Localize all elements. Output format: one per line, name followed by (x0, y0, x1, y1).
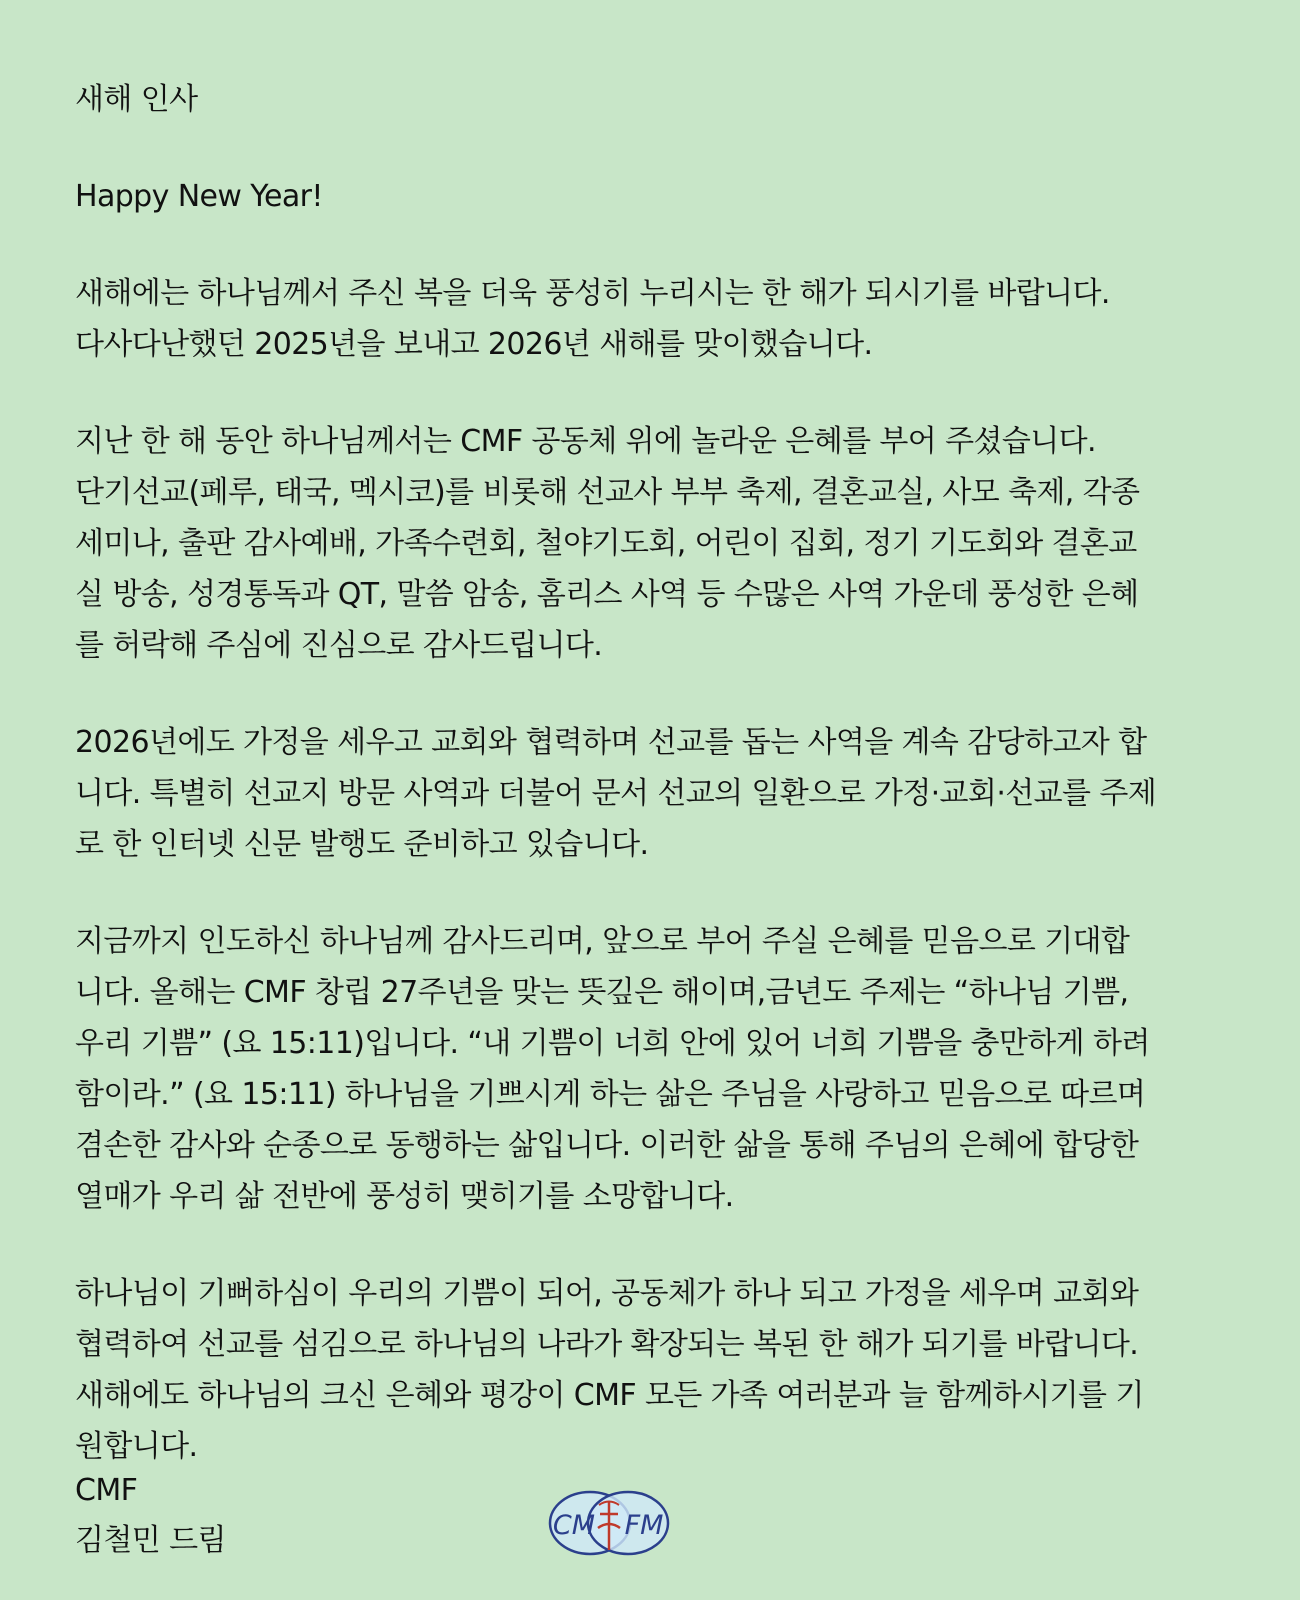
paragraph-line: 하나님이 기뻐하심이 우리의 기쁨이 되어, 공동체가 하나 되고 가정을 세우며 교회와 (75, 1276, 1139, 1311)
paragraph-line: 로 한 인터넷 신문 발행도 준비하고 있습니다. (75, 827, 649, 862)
paragraph-3 (75, 717, 1215, 870)
paragraph-2 (75, 416, 1215, 671)
paragraph-1 (75, 268, 1215, 370)
paragraph-line: 2026년에도 가정을 세우고 교회와 협력하며 선교를 돕는 사역을 계속 감당하고자 합 (75, 725, 1147, 760)
paragraph-line: 새해에도 하나님의 크신 은혜와 평강이 CMF 모든 가족 여러분과 늘 함께하시기를 기 (75, 1378, 1144, 1413)
paragraph-line: 새해에는 하나님께서 주신 복을 더욱 풍성히 누리시는 한 해가 되시기를 바랍니다. (75, 276, 1110, 311)
paragraph-4 (75, 916, 1215, 1222)
signature-block (75, 1466, 226, 1566)
cmf-logo-icon (544, 1488, 674, 1558)
logo-text-left: CM (552, 1510, 596, 1541)
letter-body (75, 74, 1215, 1472)
paragraph-5 (75, 1268, 1215, 1472)
paragraph-line: 협력하여 선교를 섬김으로 하나님의 나라가 확장되는 복된 한 해가 되기를 바랍니다. (75, 1327, 1139, 1362)
cmf-logo (544, 1488, 674, 1558)
paragraph-line: 세미나, 출판 감사예배, 가족수련회, 철야기도회, 어린이 집회, 정기 기도회와 결혼교 (75, 526, 1137, 561)
greeting: Happy New Year! (75, 179, 323, 214)
paragraph-line: 함이라.” (요 15:11) 하나님을 기쁘시게 하는 삶은 주님을 사랑하고 믿음으로 따르며 (75, 1077, 1146, 1112)
paragraph-line: 우리 기쁨” (요 15:11)입니다. “내 기쁨이 너희 안에 있어 너희 기쁨을 충만하게 하려 (75, 1026, 1150, 1061)
paragraph-line: 겸손한 감사와 순종으로 동행하는 삶입니다. 이러한 삶을 통해 주님의 은혜에 합당한 (75, 1128, 1139, 1163)
paragraph-line: 실 방송, 성경통독과 QT, 말씀 암송, 홈리스 사역 등 수많은 사역 가운데 풍성한 은혜 (75, 577, 1139, 612)
paragraph-line: 를 허락해 주심에 진심으로 감사드립니다. (75, 628, 603, 663)
logo-text-right: FM (624, 1510, 664, 1541)
paragraph-line: 니다. 올해는 CMF 창립 27주년을 맞는 뜻깊은 해이며,금년도 주제는 “하나님 기쁨, (75, 975, 1129, 1010)
paragraph-line: 지난 한 해 동안 하나님께서는 CMF 공동체 위에 놀라운 은혜를 부어 주셨습니다. (75, 424, 1096, 459)
letter-title: 새해 인사 (75, 82, 198, 117)
paragraph-line: 원합니다. (75, 1429, 198, 1464)
paragraph-line: 니다. 특별히 선교지 방문 사역과 더불어 문서 선교의 일환으로 가정·교회·선교를 주제 (75, 776, 1157, 811)
paragraph-line: 지금까지 인도하신 하나님께 감사드리며, 앞으로 부어 주실 은혜를 믿음으로 기대합 (75, 924, 1130, 959)
paragraph-line: 단기선교(페루, 태국, 멕시코)를 비롯해 선교사 부부 축제, 결혼교실, 사모 축제, 각종 (75, 475, 1140, 510)
paragraph-line: 열매가 우리 삶 전반에 풍성히 맺히기를 소망합니다. (75, 1179, 734, 1214)
paragraph-line: 다사다난했던 2025년을 보내고 2026년 새해를 맞이했습니다. (75, 327, 873, 362)
signature-sender: 김철민 드림 (75, 1523, 226, 1558)
signature-org: CMF (75, 1473, 138, 1508)
